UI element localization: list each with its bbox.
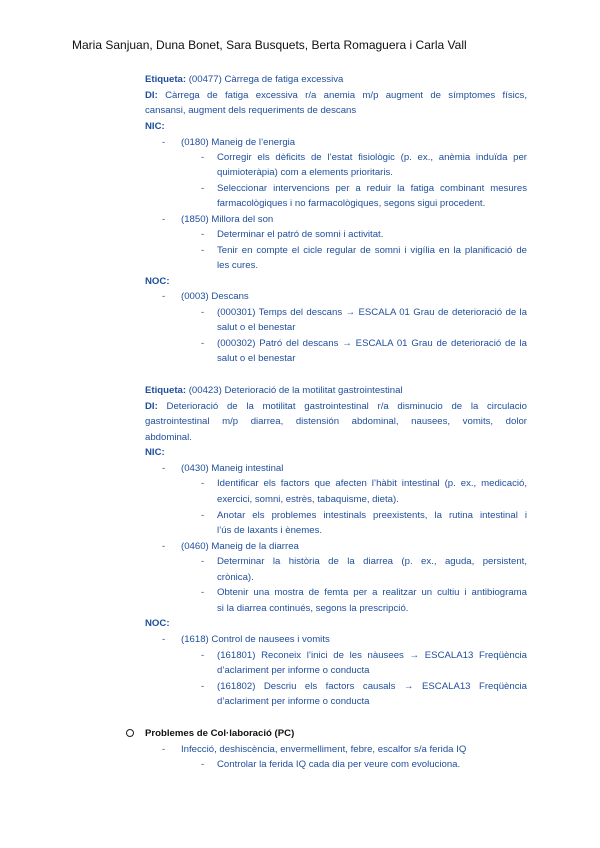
dash-bullet: - [201,556,205,567]
dash-bullet: - [162,291,166,302]
nic-activity: Anotar els problemes intestinals preexistents, la rutina intestinal i [217,510,527,521]
noc-indicator: (161802) Descriu els factors causals → ESCALA13 Freqüència [217,681,527,692]
etiqueta-line [145,74,343,86]
dash-bullet: - [162,137,166,148]
dash-bullet: - [162,634,166,645]
noc-title: (1618) Control de nausees i vomits [181,634,330,645]
etiqueta-line [145,385,403,397]
di-line: gastrointestinal m/p diarrea, distensión abdominal, nausees, vomits, dolor [145,416,527,427]
dash-bullet: - [162,744,166,755]
dash-bullet: - [201,152,205,163]
nic-activity: exercici, somni, estrès, tabaquisme, dieta). [217,494,399,505]
nic-activity: l’ús de laxants i ènemes. [217,525,323,536]
nic-activity: Determinar la història de la diarrea (p. ex., aguda, persistent, [217,556,527,567]
page-header: Maria Sanjuan, Duna Bonet, Sara Busquets, Berta Romaguera i Carla Vall [72,38,467,52]
nic-title: (0460) Maneig de la diarrea [181,541,299,552]
nic-activity: Obtenir una mostra de femta per a realitzar un cultiu i antibiograma [217,587,527,598]
pc-item: Infecció, deshiscència, envermelliment, febre, escalfor s/a ferida IQ [181,744,467,755]
di-line: cansansi, augment dels requeriments de descans [145,105,357,116]
di-line [145,90,527,102]
dash-bullet: - [201,338,205,349]
circle-bullet-icon [126,729,134,737]
nic-label: NIC: [145,121,165,132]
dash-bullet: - [201,183,205,194]
nic-title: (1850) Millora del son [181,214,274,225]
noc-indicator: (000302) Patró del descans → ESCALA 01 Grau de deterioració de la [217,338,527,349]
dash-bullet: - [201,759,205,770]
nic-activity: crònica). [217,572,254,583]
nic-activity: Seleccionar intervencions per a reduir la fatiga combinant mesures [217,183,527,194]
dash-bullet: - [201,681,205,692]
di-line [145,401,527,413]
di-text: Càrrega de fatiga excessiva r/a anemia m/p augment de símptomes físics, [165,90,528,101]
noc-indicator: (161801) Reconeix l’inici de les nàusees → ESCALA13 Freqüència [217,650,527,661]
noc-indicator: d’aclariment per informe o conducta [217,696,370,707]
noc-indicator: salut o el benestar [217,322,296,333]
noc-label: NOC: [145,276,170,287]
di-line: abdominal. [145,432,192,443]
etiqueta-text: (00423) Deterioració de la motilitat gastrointestinal [188,385,403,396]
dash-bullet: - [201,245,205,256]
dash-bullet: - [201,650,205,661]
di-text: Deterioració de la motilitat gastrointestinal r/a disminucio de la circulacio [166,401,527,412]
nic-activity: quimioteràpia) com a elements prioritaris. [217,167,393,178]
nic-activity: farmacològiques i no farmacològiques, segons sigui procedent. [217,198,486,209]
section-title: Problemes de Col·laboració (PC) [145,728,295,739]
nic-activity: Determinar el patró de somni i activitat. [217,229,384,240]
nic-activity: Identificar els factors que afecten l’hàbit intestinal (p. ex., medicació, [217,478,527,489]
dash-bullet: - [201,478,205,489]
etiqueta-label: Etiqueta: [145,385,187,396]
noc-indicator: salut o el benestar [217,353,296,364]
noc-title: (0003) Descans [181,291,249,302]
dash-bullet: - [201,307,205,318]
etiqueta-text: (00477) Càrrega de fatiga excessiva [188,74,344,85]
dash-bullet: - [201,229,205,240]
nic-title: (0180) Maneig de l’energia [181,137,296,148]
nic-title: (0430) Maneig intestinal [181,463,284,474]
nic-label: NIC: [145,447,165,458]
dash-bullet: - [201,587,205,598]
noc-indicator: d’aclariment per informe o conducta [217,665,370,676]
dash-bullet: - [201,510,205,521]
dash-bullet: - [162,541,166,552]
pc-subitem: Controlar la ferida IQ cada dia per veure com evoluciona. [217,759,461,770]
noc-indicator: (000301) Temps del descans → ESCALA 01 Grau de deterioració de la [217,307,527,318]
noc-label: NOC: [145,618,170,629]
dash-bullet: - [162,214,166,225]
di-label: DI: [145,90,158,101]
nic-activity: si la diarrea continués, segons la prescripció. [217,603,409,614]
nic-activity: Corregir els dèficits de l’estat fisiològic (p. ex., anèmia induïda per [217,152,527,163]
etiqueta-label: Etiqueta: [145,74,187,85]
di-label: DI: [145,401,158,412]
nic-activity: Tenir en compte el cicle regular de somni i vigília en la planificació de [217,245,527,256]
nic-activity: les cures. [217,260,259,271]
dash-bullet: - [162,463,166,474]
